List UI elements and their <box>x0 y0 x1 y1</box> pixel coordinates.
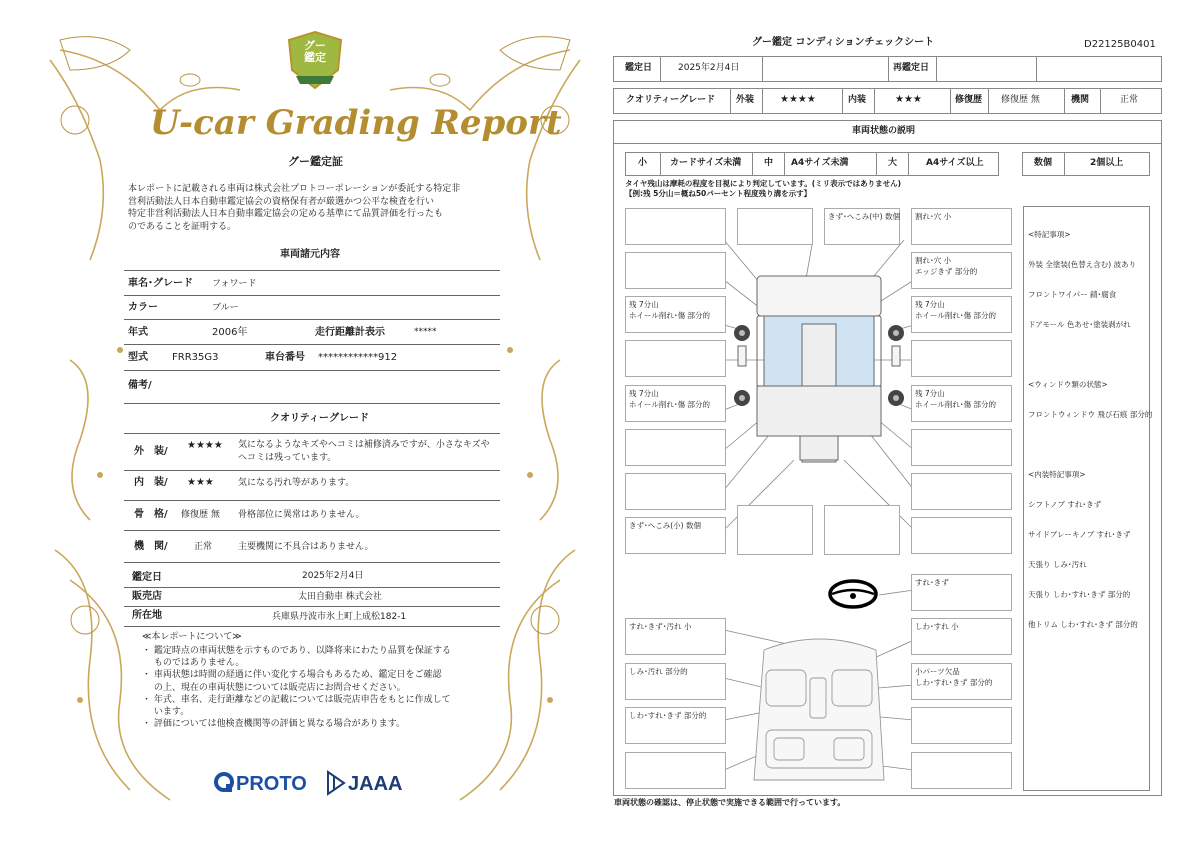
remark-line <box>1028 440 1152 450</box>
divider <box>124 587 500 588</box>
size-large: 大 <box>888 158 898 168</box>
remark-line: <内装特記事項> <box>1028 470 1086 479</box>
tire-note: タイヤ残山は摩耗の程度を目視により判定しています。(ミリ表示ではありません) <box>625 179 902 188</box>
engine-label: 機関 <box>1071 95 1090 105</box>
annotation-box <box>737 208 813 245</box>
divider <box>124 319 500 320</box>
proto-logo-icon <box>214 772 234 794</box>
annot-steering: すれ･きず <box>915 578 949 587</box>
remarks-text <box>1028 210 1152 650</box>
quality-int-label: 内 装/ <box>134 477 168 488</box>
quality-frame-label: 骨 格/ <box>134 509 168 520</box>
size-count-desc: 2個以上 <box>1090 158 1124 168</box>
remark-line <box>1028 350 1152 360</box>
remark-line: ドアモール 色あせ･塗装剥がれ <box>1028 320 1131 329</box>
quality-ext-comment: 気になるようなキズやヘコミは補修済みですが、小さなキズや <box>238 440 490 450</box>
about-line: ・ 鑑定時点の車両状態を示すものであり、以降将来にわたり品質を保証する <box>142 646 451 656</box>
annotation-box <box>911 752 1012 789</box>
intro-line: 営利活動法人日本自動車鑑定協会の資格保有者が厳選かつ公平な検査を行い <box>128 196 435 207</box>
about-title: ≪本レポートについて≫ <box>142 632 242 642</box>
divider <box>124 433 500 434</box>
spec-mileage-label: 走行距離計表示 <box>315 327 385 338</box>
ext-label: 外装 <box>736 95 755 105</box>
intro-line: のであることを証明する。 <box>128 221 237 232</box>
remark-line: 外装 全塗装(色替え含む) 波あり <box>1028 260 1137 269</box>
spec-color-label: カラー <box>128 302 158 313</box>
spec-year-value: 2006年 <box>212 327 248 338</box>
proto-logo-text: PROTO <box>236 773 307 795</box>
size-mid-desc: A4サイズ未満 <box>791 158 849 168</box>
annot-tire: 残 7分山 <box>629 300 659 309</box>
divider <box>124 562 500 563</box>
remark-line: 他トリム しわ･すれ･きず 部分的 <box>1028 620 1138 629</box>
annot-rear-dent: きず･へこみ(小) 数個 <box>629 521 701 530</box>
remark-line: フロントワイパー 錆･腐食 <box>1028 290 1117 299</box>
quality-engine-value: 正常 <box>194 542 213 552</box>
annot-interior: すれ･きず･汚れ 小 <box>629 622 692 631</box>
remark-line: 天張り しみ･汚れ <box>1028 560 1087 569</box>
annot-wheel: ホイール削れ･傷 部分的 <box>915 311 996 320</box>
size-large-desc: A4サイズ以上 <box>926 158 984 168</box>
annotation-box <box>911 473 1012 510</box>
remark-line: <ウィンドウ類の状態> <box>1028 380 1108 389</box>
quality-engine-comment: 主要機関に不具合はありません。 <box>238 542 374 552</box>
location-value: 兵庫県丹波市氷上町上成松182-1 <box>272 612 407 622</box>
annot-wheel: ホイール削れ･傷 部分的 <box>915 400 996 409</box>
location-label: 所在地 <box>132 610 162 621</box>
certificate-title: グー鑑定証 <box>288 155 343 168</box>
about-line: います。 <box>142 707 190 718</box>
divider <box>124 626 500 627</box>
divider <box>124 470 500 471</box>
sheet-date-value: 2025年2月4日 <box>678 63 740 73</box>
ext-stars: ★★★★ <box>780 94 816 105</box>
divider <box>124 370 500 371</box>
annotation-box <box>625 252 726 289</box>
annotation-box <box>625 208 726 245</box>
dealer-label: 販売店 <box>132 591 162 602</box>
divider <box>124 295 500 296</box>
about-line: ・ 評価については他検査機関等の評価と異なる場合があります。 <box>142 719 405 730</box>
redate-label: 再鑑定日 <box>893 63 930 73</box>
intro-text <box>128 183 460 233</box>
annotation-box <box>911 707 1012 744</box>
annot-wheel: ホイール削れ･傷 部分的 <box>629 400 710 409</box>
spec-model-value: FRR35G3 <box>172 352 219 363</box>
annotation-box <box>625 752 726 789</box>
annotation-box <box>625 473 726 510</box>
annotation-box <box>824 505 900 555</box>
divider <box>124 403 500 404</box>
spec-mileage-value: ***** <box>414 327 437 337</box>
remark-line: サイドブレーキノブ すれ･きず <box>1028 530 1131 539</box>
annot-tire: 残 7分山 <box>629 389 659 398</box>
annotation-box <box>911 429 1012 466</box>
explain-title: 車両状態の説明 <box>852 126 916 136</box>
divider <box>124 606 500 607</box>
spec-chassis-value: ************912 <box>318 352 398 363</box>
quality-frame-value: 修復歴 無 <box>181 510 220 520</box>
quality-ext-comment: ヘコミは残っています。 <box>238 453 337 463</box>
divider <box>124 270 500 271</box>
remark-line: 天張り しわ･すれ･きず 部分的 <box>1028 590 1131 599</box>
size-small: 小 <box>638 158 648 168</box>
divider <box>124 500 500 501</box>
annot-top-dent: きず･へこみ(中) 数個 <box>828 212 900 221</box>
jaaa-logo-icon <box>326 770 346 796</box>
size-count: 数個 <box>1034 158 1053 168</box>
tire-note: 【例:残 5分山＝概ね50パーセント程度残り溝を示す】 <box>625 189 812 198</box>
jaaa-logo-text: JAAA <box>348 773 403 795</box>
annot-interior: 小パーツ欠品 <box>915 667 960 676</box>
remark-line: シフトノブ すれ･きず <box>1028 500 1102 509</box>
about-line: ・ 車両状態は時間の経過に伴い変化する場合もあるため、鑑定日をご確認 <box>142 670 442 681</box>
annot-tire: 残 7分山 <box>915 389 945 398</box>
annot-edge: エッジきず 部分的 <box>915 267 978 276</box>
spec-color-value: ブルー <box>212 303 239 313</box>
annot-interior: しわ･すれ 小 <box>915 622 959 631</box>
dealer-value: 太田自動車 株式会社 <box>298 592 382 602</box>
quality-frame-comment: 骨格部位に異常はありません。 <box>238 510 365 520</box>
badge-text: グー 鑑定 <box>304 39 326 64</box>
divider <box>124 344 500 345</box>
int-stars: ★★★ <box>895 94 922 105</box>
intro-line: 本レポートに記載される車両は株式会社プロトコーポレーションが委託する特定非 <box>128 184 461 194</box>
annot-interior: しわ･すれ･きず 部分的 <box>915 678 993 687</box>
specs-title: 車両諸元内容 <box>280 249 340 260</box>
size-mid: 中 <box>764 158 774 168</box>
quality-int-stars: ★★★ <box>187 477 214 488</box>
annot-interior: しわ･すれ･きず 部分的 <box>629 711 707 720</box>
annot-tire: 残 7分山 <box>915 300 945 309</box>
annotation-box <box>625 340 726 377</box>
repair-value: 修復歴 無 <box>1001 95 1040 105</box>
sheet-id: D22125B0401 <box>1084 39 1156 50</box>
about-line: ものではありません。 <box>142 658 245 669</box>
size-small-desc: カードサイズ未満 <box>670 158 742 168</box>
date-value: 2025年2月4日 <box>302 571 364 581</box>
spec-year-label: 年式 <box>128 327 148 338</box>
int-label: 内装 <box>848 95 867 105</box>
annot-crack: 割れ･穴 小 <box>915 212 952 221</box>
quality-ext-label: 外 装/ <box>134 446 168 457</box>
footer-note: 車両状態の確認は、停止状態で実施できる範囲で行っています。 <box>614 798 846 807</box>
quality-int-comment: 気になる汚れ等があります。 <box>238 478 355 488</box>
about-line: の上、現在の車両状態については販売店にお問合せください。 <box>142 682 406 693</box>
grade-label: クオリティーグレード <box>626 95 716 105</box>
spec-notes-label: 備考/ <box>128 380 152 391</box>
spec-name-value: フォワード <box>212 279 257 289</box>
repair-label: 修復歴 <box>955 95 983 105</box>
annotation-box <box>911 517 1012 554</box>
engine-value: 正常 <box>1120 95 1139 105</box>
about-text <box>142 645 451 730</box>
annot-wheel: ホイール削れ･傷 部分的 <box>629 311 710 320</box>
remark-line: フロントウィンドウ 飛び石痕 部分的 <box>1028 410 1153 419</box>
about-line: ・ 年式、車名、走行距離などの記載については販売店申告をもとに作成して <box>142 694 451 705</box>
spec-name-label: 車名･グレード <box>128 278 193 289</box>
quality-ext-stars: ★★★★ <box>187 440 223 451</box>
steering-wheel-icon <box>830 581 876 607</box>
spec-chassis-label: 車台番号 <box>265 352 305 363</box>
annot-interior: しみ･汚れ 部分的 <box>629 667 688 676</box>
quality-engine-label: 機 関/ <box>134 541 168 552</box>
sheet-title: グー鑑定 コンディションチェックシート <box>752 37 935 48</box>
quality-title: クオリティーグレード <box>270 413 369 424</box>
divider <box>124 530 500 531</box>
date-label: 鑑定日 <box>132 572 162 583</box>
annotation-box <box>737 505 813 555</box>
spec-model-label: 型式 <box>128 352 148 363</box>
annotation-box <box>625 429 726 466</box>
remark-line: <特記事項> <box>1028 230 1071 239</box>
annot-crack: 割れ･穴 小 <box>915 256 952 265</box>
intro-line: 特定非営利活動法人日本自動車鑑定協会の定める基準にて品質評価を行ったも <box>128 209 444 219</box>
annotation-box <box>911 340 1012 377</box>
script-title: U-car Grading Report <box>150 103 562 143</box>
sheet-date-label: 鑑定日 <box>625 63 653 73</box>
